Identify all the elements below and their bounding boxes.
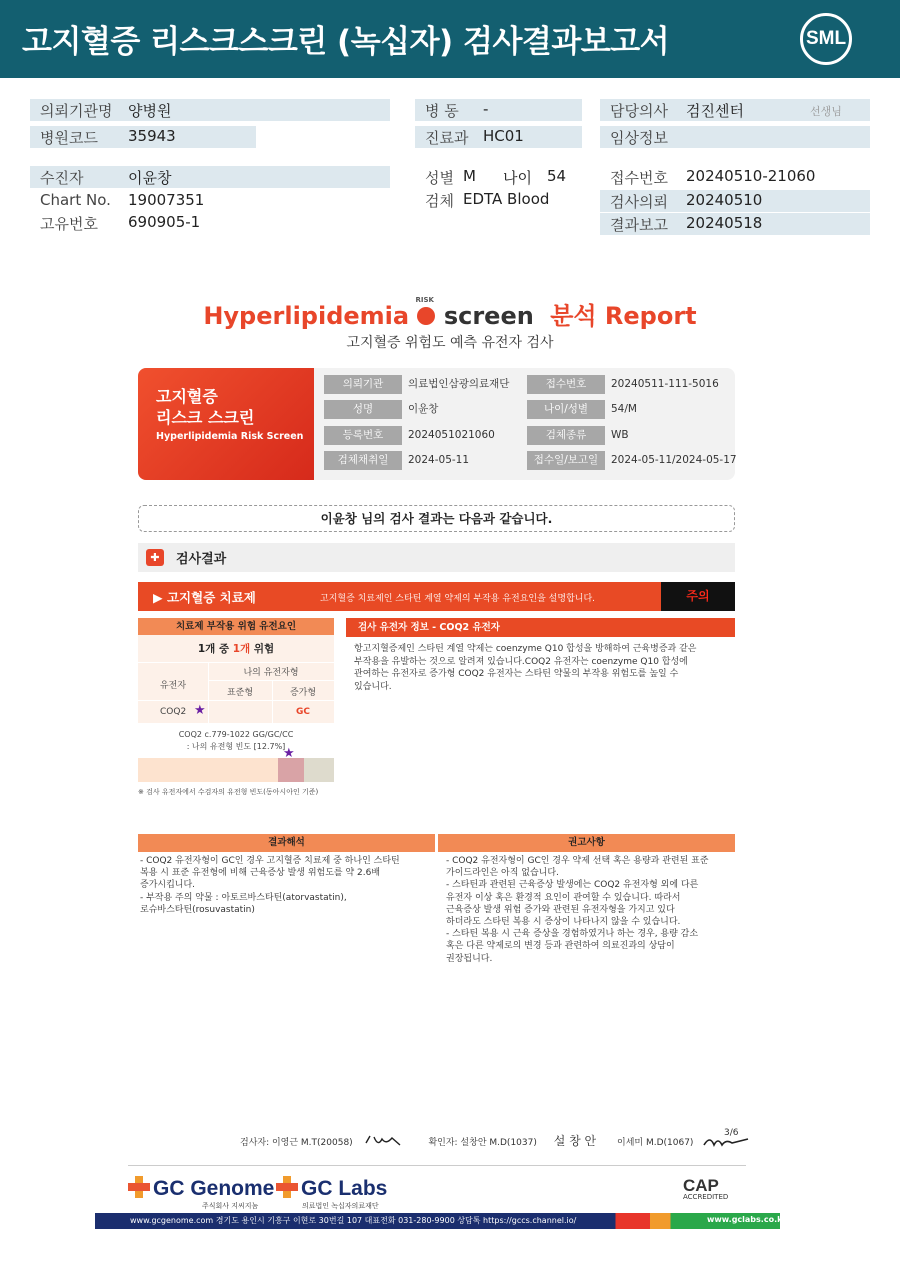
- gc-labs-logo: [276, 1176, 387, 1201]
- ward-row: [415, 99, 582, 121]
- info-reg-label: 등록번호: [324, 426, 402, 445]
- recommendation-header: 권고사항: [438, 834, 735, 852]
- report-title-screen: screen: [443, 302, 534, 330]
- institution-row: [30, 99, 390, 121]
- caution-badge: 주의: [661, 582, 735, 611]
- gene-info-header: 검사 유전자 정보 - COQ2 유전자: [346, 618, 735, 637]
- recommendation-line: 하더라도 스타틴 복용 시 증상이 나타나지 않을 수 있습니다.: [446, 917, 681, 928]
- frequency-bar-mine: [278, 758, 304, 782]
- recommendation-line: - 스타틴 복용 시 근육 증상을 경험하였거나 하는 경우, 용량 감소: [446, 929, 699, 940]
- patient-row: [30, 166, 390, 188]
- uid-row: [30, 212, 390, 234]
- gene-info-text: [354, 643, 729, 693]
- info-collect-value: 2024-05-11: [408, 454, 470, 466]
- uid-value: 690905-1: [128, 213, 201, 231]
- report-title: [0, 296, 900, 331]
- col-standard: 표준형: [226, 688, 254, 698]
- interpretation-line: 증가시킵니다.: [140, 880, 196, 891]
- recommendation-line: 가이드라인은 아직 없습니다.: [446, 868, 559, 879]
- col-increased: 증가형: [289, 688, 317, 698]
- interpretation-line: 로슈바스타틴(rosuvastatin): [140, 904, 255, 915]
- col-mine: 나의 유전자형: [243, 668, 299, 678]
- gene-info-line: 항고지혈증제인 스타틴 계열 약제는 coenzyme Q10 합성을 방해하여 근육병증과 같은: [354, 644, 697, 654]
- frequency-footnote: ※ 검사 유전자에서 수검자의 유전형 빈도(동아시아인 기준): [138, 788, 319, 796]
- footer-divider: [128, 1165, 746, 1166]
- dept-value: HC01: [483, 127, 524, 145]
- request-row: [600, 190, 870, 212]
- card-title-1: 고지혈증: [156, 387, 218, 406]
- uid-label: 고유번호: [40, 215, 98, 233]
- medical-kit-icon: ✚: [146, 549, 164, 566]
- risk-table-header: 치료제 부작용 위험 유전요인: [138, 618, 334, 635]
- tester: 검사자: 이영근 M.T(20058): [240, 1138, 353, 1148]
- info-inst-value: 의료법인삼광의료재단: [408, 378, 510, 390]
- table-divider: [138, 662, 334, 663]
- card-title-2: 리스크 스크린: [156, 408, 255, 427]
- confirmer: 확인자: 설창안 M.D(1037): [428, 1138, 537, 1148]
- results-header: [138, 543, 735, 572]
- cap-logo: CAP: [683, 1176, 719, 1195]
- recommendation-line: 혹은 다른 약제로의 변경 등과 관련하여 의료진과의 상담이: [446, 941, 675, 952]
- gc-genome-sub: 주식회사 지씨지놈: [202, 1202, 259, 1210]
- result-greeting: 이윤창 님의 검사 결과는 다음과 같습니다.: [138, 505, 735, 532]
- page-number: 3/6: [724, 1128, 739, 1138]
- info-dates-label: 접수일/보고일: [527, 451, 605, 470]
- chart-row: [30, 190, 390, 212]
- dept-row: [415, 126, 582, 148]
- doctor-suffix: 선생님: [810, 105, 842, 118]
- table-divider: [138, 700, 334, 701]
- info-receipt-value: 20240511-111-5016: [611, 378, 719, 390]
- report-title-main: Hyperlipidemia: [203, 302, 410, 330]
- risk-badge-icon: [415, 296, 435, 325]
- interpretation-header: 결과해석: [138, 834, 435, 852]
- hospital-code-value: 35943: [128, 127, 176, 145]
- age-value: 54: [547, 167, 567, 185]
- cap-accredited: ACCREDITED: [683, 1193, 729, 1201]
- col-gene: 유전자: [159, 681, 187, 691]
- tester-signature: [362, 1133, 406, 1149]
- frequency-bar-rest: [304, 758, 334, 782]
- info-reg-value: 2024051021060: [408, 429, 495, 441]
- info-agesex-value: 54/M: [611, 403, 637, 415]
- report-value: 20240518: [686, 214, 763, 232]
- info-receipt-label: 접수번호: [527, 375, 605, 394]
- risk-badge-text: RISK: [415, 296, 434, 304]
- patient-value: 이윤창: [128, 169, 172, 187]
- recommendation-line: 유전자 이상 혹은 환경적 요인이 관여할 수 있습니다. 따라서: [446, 892, 681, 903]
- dept-label: 진료과: [425, 129, 469, 147]
- info-inst-label: 의뢰기관: [324, 375, 402, 394]
- ward-label: 병 동: [425, 102, 459, 120]
- age-label: 나이: [503, 169, 532, 187]
- recommendation-line: 권장됩니다.: [446, 953, 493, 964]
- gc-genome-logo: [128, 1176, 274, 1201]
- receipt-value: 20240510-21060: [686, 167, 816, 185]
- doctor2: 이세미 M.D(1067): [617, 1138, 694, 1148]
- specimen-label: 검체: [425, 192, 454, 210]
- drug-category-label: ▶ 고지혈증 치료제: [153, 590, 256, 605]
- institution-value: 양병원: [128, 102, 172, 120]
- recommendation-line: 근육증상 발생 위험 증가와 관련된 유전자형을 가지고 있다: [446, 904, 675, 915]
- specimen-value: EDTA Blood: [463, 190, 550, 208]
- gene-info-line: 부작용을 유발하는 것으로 알려져 있습니다.COQ2 유전자는 coenzyme Q10 합성에: [354, 656, 688, 667]
- document-title: 고지혈증 리스크스크린 (녹십자) 검사결과보고서: [22, 24, 670, 60]
- star-icon: ★: [194, 703, 206, 718]
- report-label: 결과보고: [610, 216, 668, 234]
- doctor-row: [600, 99, 870, 121]
- gene-info-line: 관여하는 유전자로 증가형 COQ2 유전자는 스타틴 약물의 부작용 위험도를 높일 수: [354, 669, 679, 679]
- confirmer-signature: 설 창 안: [553, 1134, 597, 1148]
- drug-category-bar: [138, 582, 661, 611]
- info-collect-label: 검체채취일: [324, 451, 402, 470]
- patient-label: 수진자: [40, 169, 84, 187]
- info-dates-value: 2024-05-11/2024-05-17: [611, 454, 737, 466]
- table-divider: [208, 680, 334, 681]
- gene-name: COQ2: [160, 707, 187, 717]
- hospital-code-label: 병원코드: [40, 129, 98, 147]
- chart-value: 19007351: [128, 191, 205, 209]
- risk-count-pre: 1개 중: [197, 643, 230, 655]
- sex-label: 성별: [425, 169, 454, 187]
- star-icon: ★: [283, 746, 295, 761]
- recommendation-line: - COQ2 유전자형이 GC인 경우 약제 선택 혹은 용량과 관련된 표준: [446, 856, 709, 866]
- signature-line: [240, 1132, 750, 1149]
- interpretation-line: 복용 시 표준 유전형에 비해 근육증상 발생 위험도를 약 2.6배: [140, 868, 381, 879]
- results-label: 검사결과: [176, 552, 227, 567]
- request-label: 검사의뢰: [610, 193, 668, 211]
- card-title-en: Hyperlipidemia Risk Screen: [156, 431, 304, 442]
- gc-cross-icon: [128, 1176, 150, 1198]
- info-spec-value: WB: [611, 429, 629, 441]
- info-spec-label: 검체종류: [527, 426, 605, 445]
- footer-contact: www.gcgenome.com 경기도 용인시 기흥구 이현로 30번길 107 대표전화 031-280-9900 상담톡 https://gccs.channel.io/: [130, 1216, 577, 1225]
- report-subtitle: 고지혈증 위험도 예측 유전자 검사: [346, 335, 554, 351]
- drug-category-desc: 고지혈증 치료제인 스타틴 계열 약제의 부작용 유전요인을 설명합니다.: [320, 594, 596, 604]
- doctor-value: 검진센터: [686, 102, 744, 120]
- info-name-value: 이윤창: [408, 403, 439, 415]
- specimen-row: [415, 189, 582, 211]
- institution-label: 의뢰기관명: [40, 102, 113, 120]
- ward-value: -: [483, 100, 489, 118]
- receipt-row: [600, 166, 870, 188]
- footer-website: www.gclabs.co.kr: [707, 1215, 787, 1224]
- risk-count: [138, 641, 334, 656]
- risk-count-num: 1개: [232, 643, 251, 655]
- sml-logo: SML: [800, 13, 852, 65]
- receipt-label: 접수번호: [610, 169, 668, 187]
- recommendation-line: - 스타틴과 관련된 근육증상 발생에는 COQ2 유전자형 외에 다른: [446, 880, 699, 891]
- risk-table: [138, 635, 334, 723]
- report-row: [600, 213, 870, 235]
- gc-cross-icon: [276, 1176, 298, 1198]
- clinical-row: [600, 126, 870, 148]
- interpretation-body: [140, 852, 435, 970]
- gc-labs-sub: 의료법인 녹십자의료재단: [302, 1202, 379, 1210]
- footer-bar: [95, 1213, 787, 1229]
- report-title-kr: 분석 Report: [550, 302, 697, 330]
- hospital-code-row: [30, 126, 256, 148]
- info-card-banner: [138, 368, 314, 480]
- genotype-value: GC: [296, 707, 310, 717]
- freq-line-2: : 나의 유전형 빈도 [12.7%]: [186, 742, 286, 751]
- request-value: 20240510: [686, 191, 763, 209]
- chart-label: Chart No.: [40, 191, 111, 209]
- sex-value: M: [463, 167, 476, 185]
- gc-labs-text: GC Labs: [301, 1177, 388, 1200]
- info-agesex-label: 나이/성별: [527, 400, 605, 419]
- gene-info-line: 있습니다.: [354, 681, 392, 692]
- doctor-label: 담당의사: [610, 102, 668, 120]
- interpretation-line: - 부작용 주의 약물 : 아토르바스타틴(atorvastatin),: [140, 892, 347, 903]
- info-name-label: 성명: [324, 400, 402, 419]
- freq-line-1: COQ2 c.779-1022 GG/GC/CC: [178, 730, 294, 739]
- clinical-label: 임상정보: [610, 129, 668, 147]
- sex-age-row: [415, 166, 582, 188]
- recommendation-body: [446, 852, 735, 970]
- interpretation-line: - COQ2 유전자형이 GC인 경우 고지혈증 치료제 중 하나인 스타틴: [140, 856, 400, 866]
- gc-genome-text: GC Genome: [153, 1177, 275, 1200]
- risk-count-post: 위험: [253, 643, 275, 655]
